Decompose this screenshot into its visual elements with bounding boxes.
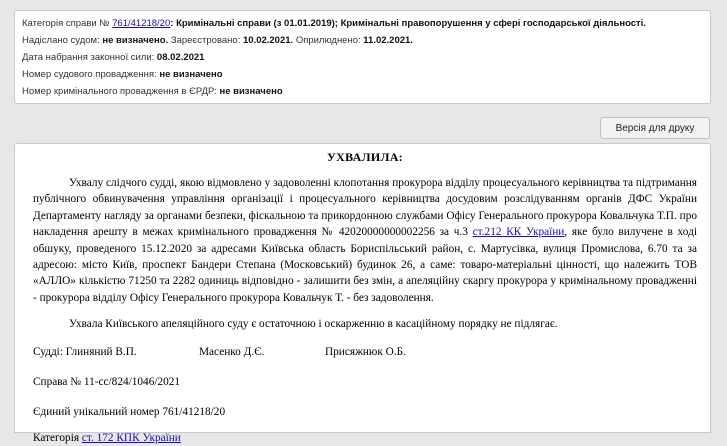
case-category-row: Категорія справи № 761/41218/20: Кримінальні справи (з 01.01.2019); Кримінальні правопорушення у сфері господарської діяльності.: [22, 18, 646, 29]
court-row: Надіслано судом: не визначено. Зареєстровано: 10.02.2021. Оприлюднено: 11.02.2021.: [22, 35, 413, 46]
case-number-link[interactable]: 761/41218/20: [112, 18, 171, 29]
category-article-link[interactable]: ст. 172 КПК України: [81, 432, 181, 445]
law-article-link[interactable]: ст.212 КК України: [472, 226, 565, 239]
published-date: 11.02.2021.: [363, 35, 413, 46]
erdr-value: не визначено: [219, 86, 283, 97]
case-category-value: Кримінальні справи (з 01.01.2019); Кримінальні правопорушення у сфері господарської діяльності.: [176, 18, 646, 29]
erdr-row: Номер кримінального провадження в ЄРДР: не визначено: [22, 86, 283, 97]
effective-date: 08.02.2021: [156, 52, 205, 63]
judge-1: Судді: Глиняний В.П.: [33, 346, 137, 359]
ruling-document: [14, 143, 711, 445]
case-info-panel: [14, 10, 711, 104]
ruling-paragraph: Ухвалу слідчого судді, якою відмовлено у задоволенні клопотання прокурора відділу процесуального керівництва та підтримання публічного обвинувачення управління організації і процесуального керівництва досудовим розслідуванням органів ДФС України Департаменту нагляду за органами безпеки, фіскальною та прикордонною службами Офісу Генерального прокурора Ковальчука Т.П. про накладення арешту в межах кримінального провадження № 42020000000002256 за ч.3 ст.212 КК України, яке було вилучене в ході обшуку, проведеного 15.12.2020 за адресами Київська область Бориспільський район, с. Мартусівка, вулиця Промислова, 6.70 та за адресою: місто Київ, проспект Бандери Степана (Московський) будинок 26, а саме: товаро-матеріальні цінності, що належить ТОВ «АЛЛО» кількістю 71250 та 2282 одиниць відповідно - залишити без змін, а апеляційну скаргу прокурора у кримінальному провадженні - прокурора відділу Офісу Генерального прокурора Ковальчук Т. - без задоволення.: [33, 177, 697, 304]
registered-date: 10.02.2021.: [242, 35, 294, 46]
case-category-label: Категорія справи №: [22, 18, 110, 29]
court-value: не визначено.: [102, 35, 169, 46]
effective-date-row: Дата набрання законної сили: 08.02.2021: [22, 52, 205, 63]
category-line: Категорія ст. 172 КПК України: [33, 432, 181, 445]
ruling-title: УХВАЛИЛА:: [327, 150, 403, 164]
unique-number: Єдиний унікальний номер 761/41218/20: [33, 406, 226, 419]
judge-2: Масенко Д.Є.: [199, 346, 265, 359]
finality-statement: Ухвала Київського апеляційного суду є остаточною і оскарженню в касаційному порядку не підлягає.: [69, 318, 558, 331]
case-number: Справа № 11-сс/824/1046/2021: [33, 376, 181, 389]
judge-3: Присяжнюк О.Б.: [325, 346, 406, 359]
print-version-button[interactable]: Версія для друку: [600, 117, 710, 139]
proceeding-row: Номер судового провадження: не визначено: [22, 69, 223, 80]
proceeding-value: не визначено: [159, 69, 223, 80]
judges-line: [33, 344, 697, 360]
